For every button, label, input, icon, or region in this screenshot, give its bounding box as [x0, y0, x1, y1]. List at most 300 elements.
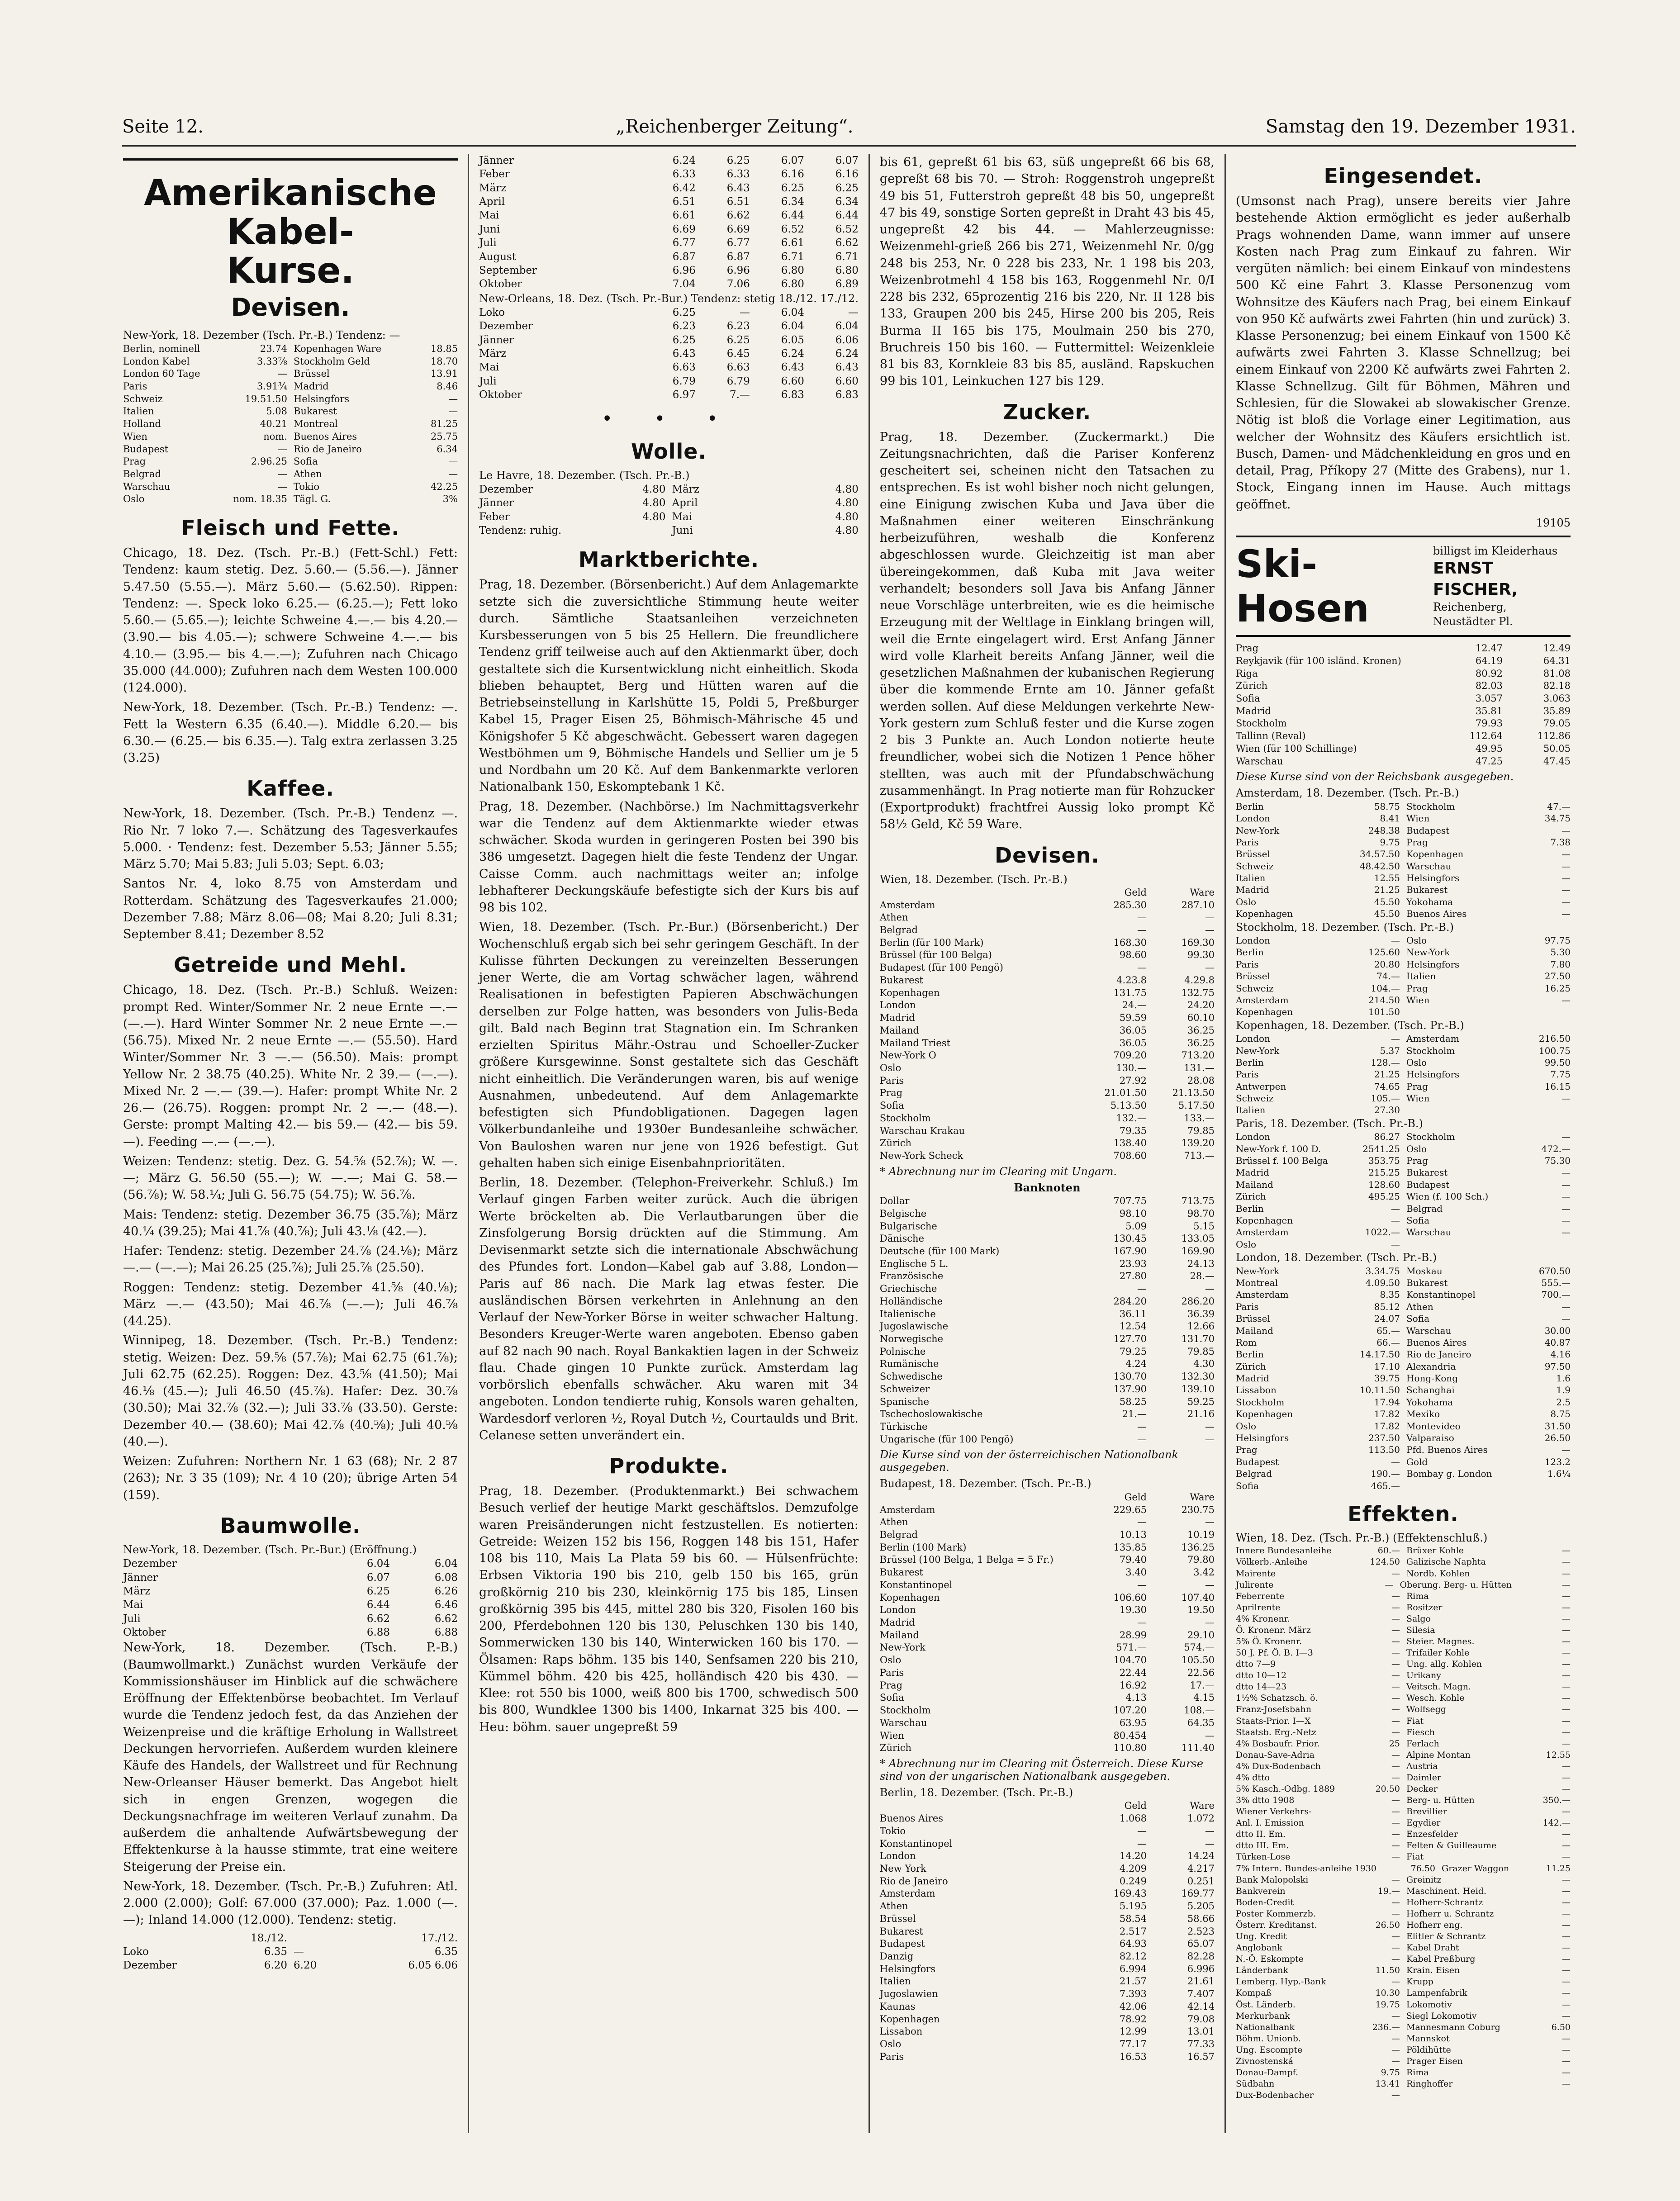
row-label: Juli — [479, 375, 497, 387]
row-value: 97.75 — [1544, 935, 1571, 946]
row-value: 6.05 6.06 — [408, 1959, 458, 1972]
table-row — [1236, 1143, 1571, 1155]
table-row — [1236, 1226, 1571, 1238]
table-row — [1236, 1191, 1571, 1202]
row-label: Stockholm — [1235, 718, 1287, 729]
row-value: 6.97 — [672, 389, 696, 401]
table-row — [1236, 717, 1571, 730]
row-value: 12.55 — [1546, 1750, 1571, 1760]
row-value: 19.30 — [1119, 1604, 1147, 1616]
row-label: Schweiz — [1235, 982, 1274, 994]
row-label: Juli — [479, 237, 497, 249]
table-row — [880, 1433, 1215, 1446]
row-value: — — [1561, 1203, 1571, 1214]
row-label: Warschau — [1406, 1227, 1452, 1238]
row-value: 6.62 — [366, 1613, 390, 1625]
row-value: 6.52 — [781, 223, 804, 235]
row-value: 6.80 — [835, 264, 859, 276]
row-label — [1400, 1238, 1512, 1250]
row-value: 4.80 — [642, 497, 666, 509]
row-value: — — [1562, 1637, 1571, 1646]
table-row — [1236, 1750, 1571, 1761]
row-value: 670.50 — [1539, 1265, 1571, 1276]
row-value: 6.25 — [835, 182, 859, 194]
row-value: 6.63 — [726, 361, 750, 374]
row-value: 79.93 — [1475, 718, 1503, 729]
row-value: 107.20 — [1113, 1705, 1147, 1716]
row-value: 74.65 — [1374, 1081, 1400, 1092]
table-row — [1236, 1738, 1571, 1750]
row-value: — — [1391, 935, 1400, 946]
paragraph: Prag, 18. Dezember. (Produktenmarkt.) Bei schwachem Besuch verlief der heutige Markt geschäftslos. Demzufolge waren Preisänderungen nicht festzustellen. Es notierten: Getreide: Weizen 152 bis 156, Roggen 148 bis 151, Hafer 108 bis 110, Mais La Plata 59 bis 60. — Hülsenfrüchte: Erbsen Viktoria 190 bis 210, gelb 150 bis 165, grün großkörnig 210 bis 230, kleinkörnig 175 bis 185, Linsen großkörnig 395 bis 445, mittel 280 bis 320, Fisolen 160 bis 200, Pferdebohnen 120 bis 130, Peluschken 130 bis 140, Sommerwicken 130 bis 140, Winterwicken 160 bis 170. — Ölsamen: Raps böhm. 135 bis 140, Senfsamen 220 bis 210, Kümmel böhm. 420 bis 425, holländisch 420 bis 430. — Klee: rot 550 bis 1000, weiß 800 bis 1700, schwedisch 500 bis 800, Wundklee 1300 bis 1400, Inkarnat 325 bis 400. — Heu: böhm. sauer ungepreßt 59 — [479, 1484, 859, 1734]
row-label: Paris — [1235, 958, 1259, 970]
baumwolle-tail-table — [123, 1945, 458, 1973]
row-value: 78.92 — [1119, 2013, 1147, 2025]
row-label: Sofia — [1235, 693, 1260, 704]
row-label: Kopenhagen — [879, 2013, 940, 2025]
row-label: Stockholm — [1406, 801, 1455, 812]
row-value: 16.57 — [1187, 2051, 1215, 2062]
row-value: 36.05 — [1119, 1037, 1147, 1048]
row-value: 472.— — [1541, 1143, 1571, 1154]
row-value: 6.79 — [672, 375, 696, 387]
row-label: Franz-Josefsbahn — [1235, 1704, 1312, 1715]
row-label: Tokio — [879, 1825, 906, 1836]
table-row — [1236, 1681, 1571, 1693]
banknoten-table — [880, 1195, 1215, 1446]
row-value: — — [448, 406, 458, 417]
row-label: Madrid — [1235, 1167, 1269, 1178]
row-label: Oktober — [123, 1627, 166, 1639]
row-value: — — [1391, 2056, 1400, 2066]
row-value: — — [1391, 1613, 1400, 1624]
row-value: 14.20 — [1119, 1850, 1147, 1862]
table-row — [1236, 755, 1571, 768]
row-label: Budapest — [879, 1938, 925, 1950]
row-value: — — [1205, 1421, 1215, 1433]
row-value: 6.24 — [672, 155, 696, 166]
row-label: Oslo — [879, 1062, 902, 1073]
row-label: Tallinn (Reval) — [1235, 731, 1306, 742]
row-value: 135.85 — [1113, 1542, 1147, 1553]
row-value: 107.40 — [1181, 1592, 1215, 1603]
row-value: Geld — [1124, 887, 1147, 898]
row-label: Amsterdam — [1235, 1227, 1289, 1238]
row-label: Belgrad — [879, 925, 918, 936]
row-value: 6.07 — [366, 1571, 390, 1584]
row-value: 63.95 — [1119, 1717, 1147, 1728]
row-label: Budapest — [123, 443, 169, 455]
table-row — [1236, 1131, 1571, 1143]
row-value: 6.63 — [672, 361, 696, 374]
row-value: — — [1562, 1840, 1571, 1851]
row-label: London — [879, 1000, 916, 1011]
row-value: 31.50 — [1544, 1420, 1571, 1432]
row-value: 17.94 — [1374, 1396, 1400, 1408]
table-row — [1236, 1704, 1571, 1715]
table-row — [1236, 1045, 1571, 1057]
row-label: Paris — [879, 2051, 904, 2062]
row-value: 64.35 — [1187, 1717, 1215, 1728]
row-label: Brüssel — [294, 368, 330, 379]
row-value: — — [1391, 1602, 1400, 1613]
row-label: Helsingfors — [879, 1963, 936, 1974]
row-label: Jänner — [479, 334, 514, 346]
table-row — [880, 1137, 1215, 1150]
row-value: — — [448, 468, 458, 479]
row-label: Mannesmann Coburg — [1406, 2022, 1500, 2032]
row-value: 60.— — [1377, 1546, 1400, 1556]
row-label: Schweizer — [879, 1383, 930, 1395]
table-row — [880, 1491, 1215, 1504]
table-row — [1236, 1313, 1571, 1324]
row-label: Pöldihütte — [1406, 2044, 1451, 2055]
row-label: Aprilrente — [1235, 1602, 1281, 1613]
row-label: Paris — [879, 1667, 904, 1678]
row-value: — — [278, 368, 288, 379]
row-value: Geld — [1124, 1491, 1147, 1503]
row-value: 169.43 — [1113, 1888, 1147, 1899]
row-value: — — [1562, 1977, 1571, 1987]
row-value: — — [1562, 1920, 1571, 1930]
row-label: Veitsch. Magn. — [1406, 1682, 1471, 1692]
row-label: dtto 7—9 — [1235, 1659, 1276, 1670]
table-row — [880, 1516, 1215, 1529]
table-row — [880, 2051, 1215, 2063]
table-row — [880, 1346, 1215, 1358]
row-value: 4.80 — [835, 483, 859, 495]
row-value: 6.23 — [672, 320, 696, 332]
row-label: dtto 14—23 — [1235, 1682, 1287, 1692]
row-value: — — [1562, 1546, 1571, 1556]
row-label: Sofia — [294, 456, 318, 467]
table-row — [123, 443, 458, 456]
row-value: 85.12 — [1374, 1301, 1400, 1312]
row-value: 4.30 — [1193, 1358, 1215, 1370]
table-row — [123, 418, 458, 431]
row-label: Mannskot — [1406, 2033, 1450, 2044]
row-value: — — [1562, 2067, 1571, 2078]
row-value: 79.35 — [1119, 1125, 1147, 1136]
column-3 — [870, 154, 1226, 2133]
london-header: London, 18. Dezember. (Tsch. Pr.-B.) — [1235, 1251, 1437, 1264]
row-value: 28.— — [1190, 1271, 1215, 1282]
table-row — [1236, 2022, 1571, 2033]
row-value: — — [1391, 1637, 1400, 1646]
table-row — [1236, 2090, 1571, 2101]
row-label: Belgrad — [879, 1529, 918, 1541]
row-value: — — [1562, 1829, 1571, 1840]
row-value: — — [1137, 912, 1147, 923]
table-row — [123, 1945, 458, 1959]
row-value: — — [1562, 2079, 1571, 2089]
berlin-table — [880, 1812, 1215, 2063]
table-row — [123, 1584, 458, 1598]
row-value: — — [1561, 1301, 1571, 1312]
row-label: Athen — [294, 468, 322, 479]
table-row — [1236, 934, 1571, 946]
row-value: 2.523 — [1187, 1926, 1215, 1937]
row-value: 230.75 — [1181, 1504, 1215, 1515]
row-label: London 60 Tage — [123, 368, 200, 379]
kopenhagen-header: Kopenhagen, 18. Dezember. (Tsch. Pr.-B.) — [1235, 1019, 1464, 1032]
row-value: 127.70 — [1113, 1333, 1147, 1344]
row-value: 190.— — [1371, 1468, 1400, 1480]
row-value: — — [1391, 1238, 1400, 1250]
row-label: 4% dtto — [1235, 1772, 1270, 1783]
row-value: — — [1391, 1215, 1400, 1226]
row-value: 4.15 — [1193, 1692, 1215, 1703]
row-value: 47.25 — [1475, 755, 1503, 767]
row-value: 707.75 — [1113, 1195, 1147, 1207]
row-label: Paris — [1235, 1301, 1259, 1312]
table-row — [1236, 2033, 1571, 2044]
row-value: 77.17 — [1119, 2039, 1147, 2049]
row-label: Grazer Waggon — [1442, 1863, 1509, 1874]
getreide-text — [123, 982, 458, 1504]
row-label: Oslo — [1406, 935, 1427, 946]
row-label: Siegl Lokomotiv — [1406, 2011, 1477, 2021]
row-value: — — [1562, 1568, 1571, 1579]
row-value: 3.33⅞ — [256, 356, 288, 367]
row-label: September — [479, 264, 537, 276]
row-label: Zürich — [1235, 1361, 1266, 1372]
row-value: 6.06 — [835, 334, 859, 346]
row-label: Daimler — [1406, 1772, 1442, 1783]
table-row — [880, 1963, 1215, 1976]
row-value: 12.66 — [1187, 1321, 1215, 1332]
row-value: 4.13 — [1125, 1692, 1147, 1703]
national-note: Die Kurse sind von der österreichischen Nationalbank ausgegeben. — [879, 1448, 1179, 1474]
table-row — [123, 1598, 458, 1612]
paragraph: Winnipeg, 18. Dezember. (Tsch. Pr.-B.) Tendenz: stetig. Weizen: Dez. 59.⅝ (57.⅞); Mai 62.75 (61.⅞); Juli 62.75 (62.25). Roggen: Dez. 43.⅝ (41.50); Mai 46.⅛ (45.—); Juli 46.50 (45.⅞). Hafer: Dez. 30.⅞ (30.50); Mai 32.⅞ (32.—); Juli 33.⅞ (33.50). Gerste: Dezember 40.— (38.60); Mai 42.⅞ (40.⅝); Juli 40.⅝ (40.—). — [123, 1333, 458, 1449]
table-row — [1236, 1670, 1571, 1681]
produkte-text — [479, 1483, 859, 1736]
paragraph: New-York, 18. Dezember. (Tsch. Pr.-B.) Tendenz: —. Fett la Western 6.35 (6.40.—). Middle 6.20.— bis 6.30.— (6.25.— bis 6.35.—). Talg extra zerlassen 3.25 (3.25) — [123, 700, 458, 765]
row-label: Oslo — [1235, 1420, 1257, 1432]
table-row — [1236, 1591, 1571, 1602]
row-value: 6.25 — [366, 1585, 390, 1597]
row-value: 2.5 — [1556, 1396, 1571, 1408]
row-label: Riga — [1235, 668, 1258, 679]
row-label: Loko — [479, 306, 505, 318]
row-value: 125.60 — [1368, 947, 1400, 958]
row-value: 6.96 — [672, 264, 696, 276]
row-label: Boden-Credit — [1235, 1897, 1294, 1907]
row-value: 79.85 — [1187, 1125, 1215, 1136]
row-value: 79.08 — [1187, 2013, 1215, 2025]
row-label — [1400, 1480, 1512, 1492]
row-label: 6.20 — [294, 1959, 317, 1972]
row-value: 12.99 — [1119, 2026, 1147, 2037]
london-table — [1236, 1265, 1571, 1492]
row-label: 7% Intern. Bundes-anleihe 1930 — [1235, 1863, 1377, 1874]
row-value: 5.08 — [266, 406, 288, 417]
row-label: Hofherr u. Schrantz — [1406, 1908, 1494, 1919]
paragraph: Santos Nr. 4, loko 8.75 von Amsterdam und Rotterdam. Schätzung des Tagesverkaufes 21.000; Dezember 7.88; März 8.06—08; Mai 8.20; Juli 8.31; September 8.41; Dezember 8.52 — [123, 877, 458, 942]
table-row — [1236, 958, 1571, 970]
row-value: 5.09 — [1125, 1220, 1147, 1232]
row-label: Zürich — [879, 1742, 912, 1754]
row-label: Türken-Lose — [1235, 1852, 1291, 1862]
table-row — [123, 393, 458, 406]
row-label: Mai — [479, 361, 499, 374]
row-value: 574.— — [1184, 1642, 1215, 1653]
row-value: — — [1391, 1807, 1400, 1817]
ad-details — [1424, 544, 1571, 629]
budapest-table — [880, 1504, 1215, 1755]
row-label: Zürich — [1235, 680, 1268, 692]
row-label: Stockholm — [1406, 1045, 1455, 1056]
row-label: Kopenhagen Ware — [294, 343, 382, 354]
kopenhagen-table — [1236, 1033, 1571, 1116]
table-row — [880, 1800, 1215, 1812]
row-value: — — [1205, 1617, 1215, 1628]
row-value: 6.80 — [781, 264, 804, 276]
row-value: 36.11 — [1119, 1308, 1147, 1319]
row-value: 138.40 — [1113, 1138, 1147, 1149]
row-label: Madrid — [1235, 1373, 1269, 1384]
row-value: 101.50 — [1368, 1006, 1400, 1018]
table-row — [880, 1667, 1215, 1679]
row-value: 139.20 — [1181, 1138, 1215, 1149]
row-value: — — [1561, 908, 1571, 920]
row-value: — — [1205, 1433, 1215, 1445]
table-row — [880, 2013, 1215, 2026]
table-row — [1236, 1999, 1571, 2011]
row-value: 3% — [442, 493, 458, 505]
row-value: 0.249 — [1119, 1875, 1147, 1887]
row-label: Lissabon — [1235, 1385, 1277, 1396]
row-value: 14.17.50 — [1359, 1349, 1400, 1360]
row-label: 5% Ö. Kronenr. — [1235, 1637, 1302, 1646]
kaffee-heading: Kaffee. — [247, 776, 334, 801]
row-label: Jänner — [479, 497, 514, 509]
table-row — [1236, 1886, 1571, 1897]
row-label: Nationalbank — [1235, 2022, 1295, 2032]
row-label: Pfd. Buenos Aires — [1406, 1444, 1488, 1456]
row-value — [1512, 1006, 1571, 1018]
stockholm-table — [1236, 934, 1571, 1018]
row-label: London — [1235, 1033, 1270, 1044]
row-value: 6.69 — [672, 223, 696, 235]
table-row — [1236, 1081, 1571, 1092]
row-value: — — [1391, 1693, 1400, 1703]
row-label: Kabel Preßburg — [1406, 1954, 1476, 1964]
table-row — [1236, 1420, 1571, 1432]
table-row — [1236, 1167, 1571, 1178]
row-value: 133.05 — [1181, 1233, 1215, 1244]
row-label: New-York — [1235, 1045, 1280, 1056]
row-value: 6.04 — [781, 306, 804, 318]
row-label: April — [479, 196, 505, 208]
row-value: 353.75 — [1368, 1155, 1400, 1167]
table-row — [123, 1557, 458, 1570]
row-label: New-York O — [879, 1050, 936, 1061]
row-value: 16.92 — [1119, 1679, 1147, 1691]
produkte-heading: Produkte. — [609, 1454, 729, 1479]
table-row — [123, 343, 458, 356]
row-label — [1400, 1006, 1512, 1018]
row-value: 169.90 — [1181, 1245, 1215, 1257]
row-value: 22.44 — [1119, 1667, 1147, 1678]
table-row — [880, 1233, 1215, 1245]
row-value: 21.61 — [1187, 1976, 1215, 1987]
masthead: „Reichenberger Zeitung“. — [616, 116, 854, 137]
row-label: Prag — [1406, 982, 1428, 994]
row-label: Amsterdam — [879, 899, 935, 911]
row-label: Südbahn — [1235, 2079, 1275, 2089]
row-value: — — [1391, 1203, 1400, 1214]
row-label: Brüssel (100 Belga, 1 Belga = 5 Fr.) — [879, 1554, 1054, 1565]
row-label: Belgische — [879, 1208, 927, 1219]
row-value: 79.85 — [1187, 1346, 1215, 1357]
top-rule — [123, 158, 458, 161]
row-value: 10.30 — [1375, 1988, 1400, 1998]
table-row — [880, 987, 1215, 1000]
row-label: Griechische — [879, 1283, 937, 1295]
row-value: 132.30 — [1181, 1371, 1215, 1382]
row-value: 6.42 — [672, 182, 696, 194]
table-row — [880, 1270, 1215, 1283]
row-value: 12.47 — [1475, 643, 1503, 654]
row-label: Bukarest — [294, 406, 337, 417]
row-value: 58.25 — [1119, 1396, 1147, 1407]
row-label: Österr. Kreditanst. — [1235, 1920, 1317, 1930]
table-row — [479, 223, 859, 236]
row-value: 29.10 — [1187, 1629, 1215, 1641]
row-value: 6.04 — [835, 320, 859, 332]
row-value: — — [1562, 1954, 1571, 1964]
table-row — [123, 493, 458, 506]
budapest-column-header — [880, 1491, 1215, 1504]
row-value: 6.80 — [781, 278, 804, 290]
row-value: 48.42.50 — [1359, 860, 1400, 872]
table-row — [479, 250, 859, 264]
row-label: Montreal — [294, 418, 338, 430]
table-row — [1236, 1238, 1571, 1250]
row-label: Jugoslawien — [879, 1988, 938, 2000]
row-value: — — [1391, 1772, 1400, 1783]
row-value: — — [1137, 1283, 1147, 1295]
row-value: 6.43 — [781, 361, 804, 374]
table-row — [1236, 2078, 1571, 2090]
row-label: Türkische — [879, 1421, 928, 1433]
table-row — [123, 1959, 458, 1972]
row-label: Mai — [123, 1599, 143, 1611]
row-value: — — [1561, 873, 1571, 884]
row-value: Ware — [1190, 1491, 1215, 1503]
row-value: 19.50 — [1187, 1604, 1215, 1616]
row-label: Staatsb. Erg.-Netz — [1235, 1727, 1316, 1737]
row-value: 81.08 — [1543, 668, 1571, 679]
row-label: Budapest — [1406, 825, 1450, 836]
row-value: 6.88 — [366, 1627, 390, 1639]
markt-heading: Marktberichte. — [578, 547, 759, 572]
row-value: 6.51 — [726, 196, 750, 208]
row-label: Valparaiso — [1406, 1433, 1454, 1444]
row-label: Brüssel — [1235, 1313, 1270, 1324]
row-value: 236.— — [1372, 2022, 1400, 2032]
row-value: 10.19 — [1187, 1529, 1215, 1541]
wien-header: Wien, 18. Dezember. (Tsch. Pr.-B.) — [879, 873, 1068, 886]
row-value: 5.15 — [1193, 1220, 1215, 1232]
table-row — [880, 1333, 1215, 1346]
row-value: 28.08 — [1187, 1075, 1215, 1086]
row-value: 18./12. — [251, 1932, 288, 1944]
row-label: Hofherr-Schrantz — [1406, 1897, 1483, 1907]
eingesendet-number: 19105 — [1536, 516, 1571, 529]
